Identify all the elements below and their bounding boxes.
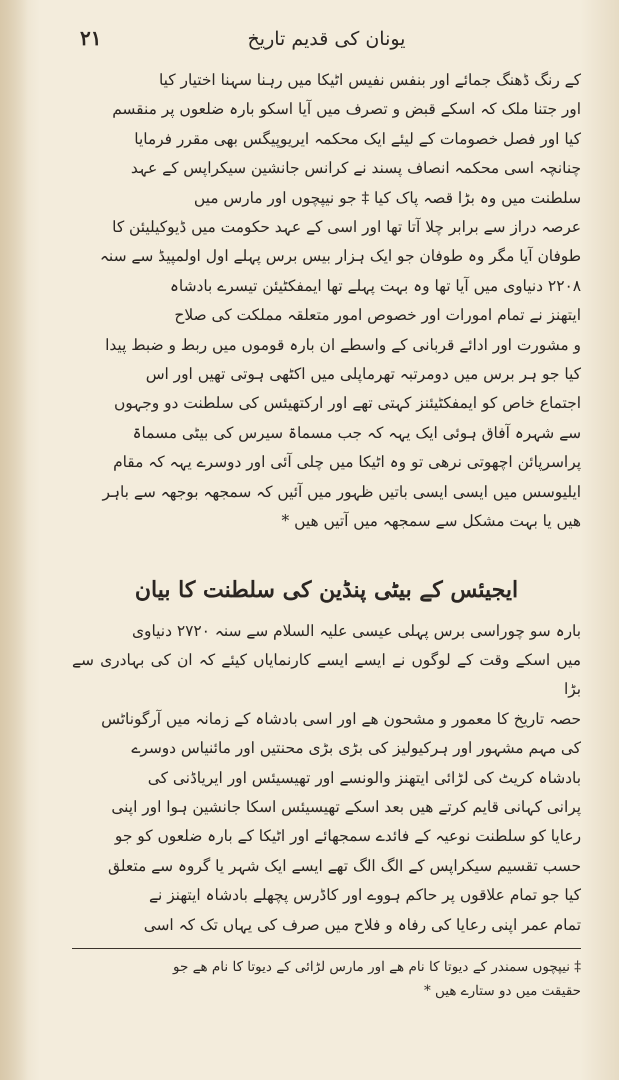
text-line: کے رنگ ڈھنگ جمائے اور بنفس نفیس اٹیکا میں رہنا سہنا اختیار کیا	[158, 71, 581, 89]
text-line: اور جتنا ملک کہ اسکے قبض و تصرف میں آیا اسکو بارہ ضلعوں پر منقسم	[112, 100, 581, 119]
text-line: ٢٢٠٨ دنیاوی میں آیا تھا وہ بہت پہلے تھا ایمفکٹیئن تیسرے بادشاہ	[169, 276, 581, 295]
text-line: بادشاہ کریٹ کی لڑائی ایتھنز والونسے اور تھیسیئس اور ایریاڈنی کی	[147, 768, 581, 787]
text-line: کیا جو تمام علاقوں پر حاکم ہووے اور کاڈرس پچھلے بادشاہ ایتھنز نے	[149, 886, 581, 905]
text-line: میں اسکے وقت کے لوگوں نے ایسے ایسے کارنمایاں کیئے کہ ان کی بہادری سے بڑا	[72, 650, 581, 699]
text-line: رعایا کو سلطنت نوعیہ کے فائدے سمجھائے اور اٹیکا کے بارہ ضلعوں کو جو	[114, 827, 581, 846]
page-gutter-shadow	[0, 0, 28, 1080]
text-line: تمام عمر اپنی رعایا کی رفاہ و فلاح میں صرف کی یہاں تک کہ اسی	[143, 915, 581, 934]
page-header	[72, 20, 581, 66]
text-line: کیا جو ہر برس میں دومرتبہ تھرماپلی میں اکٹھی ہوتی تھیں اور اس	[145, 365, 581, 384]
footnote-divider	[72, 948, 581, 949]
text-line: و مشورت اور ادائے قربانی کے واسطے ان بارہ قوموں میں ربط و ضبط پیدا	[105, 335, 581, 354]
text-line: ایلیوسس میں ایسی ایسی باتیں ظہور میں آئیں کہ سمجھہ بوجھہ سے باہر	[102, 482, 581, 501]
text-line: اجتماع خاص کو ایمفکٹیئنز کہتی تھے اور ارکتھیئس کی سلطنت دو وجہوں	[114, 394, 581, 413]
section-heading: ایجیئس کے بیٹی پنڈین کی سلطنت کا بیان	[134, 576, 519, 603]
text-line: پراسرپائن اچھوتی نرھی تو وہ اٹیکا میں چلی آئی اور دوسرے یہہ کہ مقام	[113, 453, 581, 472]
text-line: سلطنت میں وہ بڑا قصہ پاک کیا ‡ جو نیپچوں اور مارس میں	[193, 188, 581, 207]
text-line: چنانچہ اسی محکمہ انصاف پسند نے کرانس جانشین سیکراپس کے عہد	[130, 159, 581, 178]
text-line: عرصہ دراز سے برابر چلا آتا تھا اور اسی کے عہد حکومت میں ڈیوکیلیئن کا	[112, 218, 581, 237]
footnote-line: حقیقت میں دو ستارے ھیں *	[423, 982, 581, 999]
text-line: بارہ سو چوراسی برس پہلی عیسی علیہ السلام سے سنہ ٢٧٢٠ دنیاوی	[131, 621, 581, 640]
text-line: کیا اور فصل خصومات کے لیئے ایک محکمہ ایریوپیگس بھی مقرر فرمایا	[134, 129, 581, 148]
text-line: پرانی کہانی قایم کرتے ھیں بعد اسکے تھیسیئس اسکا جانشین ہوا اور اپنی	[111, 797, 581, 816]
text-line: ھیں یا بہت مشکل سے سمجھہ میں آتیں ھیں *	[281, 512, 581, 531]
text-line: ایتھنز نے تمام امورات اور خصوص امور متعلقہ مملکت کی صلاح	[174, 306, 581, 325]
footnote-line: ‡ نیپچوں سمندر کے دیوتا کا نام ھے اور مارس لڑائی کے دیوتا کا نام ھے جو	[173, 958, 581, 975]
paragraph-1	[72, 66, 581, 537]
text-line: سے شہرہ آفاق ہوئی ایک یہہ کہ جب مسماۃ سیرس کی بیٹی مسماۃ	[132, 423, 581, 442]
text-line: حسب تقسیم سیکراپس کے الگ الگ تھے ایسے ایک شہر یا گروہ سے متعلق	[107, 856, 581, 875]
text-line: حصہ تاریخ کا معمور و مشحون ھے اور اسی بادشاہ کے زمانہ میں آرگوناٹس	[101, 709, 581, 728]
paragraph-2	[72, 617, 581, 940]
text-line: طوفان آیا مگر وہ طوفان جو ایک ہزار بیس برس پہلے اول اولمپیڈ سے سنہ	[99, 247, 581, 266]
page-number: ٢١	[80, 26, 102, 50]
running-title: یونان کی قدیم تاریخ	[247, 28, 406, 50]
text-line: کی مہم مشہور اور ہرکیولیز کی بڑی بڑی محنتیں اور مائنیاس دوسرے	[131, 739, 581, 758]
footnote	[72, 955, 581, 1003]
